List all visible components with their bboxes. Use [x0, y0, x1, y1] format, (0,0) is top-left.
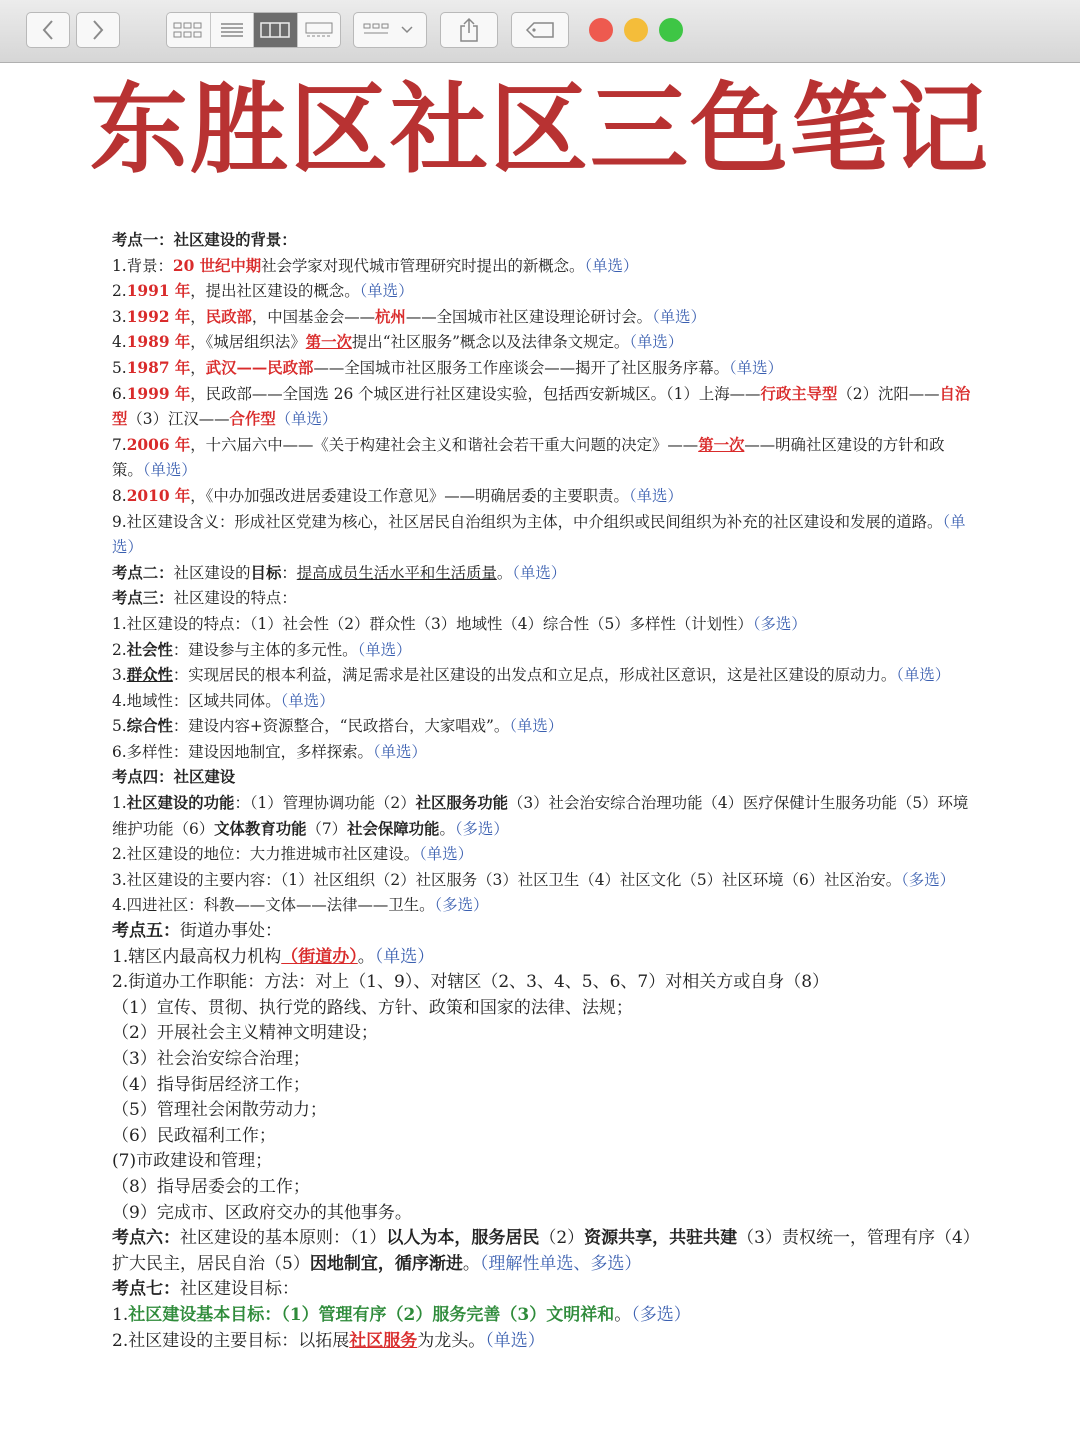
note-text: 4.地域性：区域共同体。: [112, 691, 281, 710]
note-text: 考点一：社区建设的背景：: [112, 231, 297, 249]
note-text: 社区建设基本目标：（1）管理有序（2）服务完善（3）文明祥和: [128, 1304, 615, 1325]
note-text: 1999 年: [126, 384, 191, 403]
note-text: 因地制宜，循序渐进: [309, 1253, 463, 1274]
question-type-tag: （单选）: [629, 333, 684, 352]
note-text: 社区服务功能: [415, 794, 508, 813]
note-text: ，提出社区建设的概念。: [190, 282, 360, 301]
note-line: [112, 1098, 974, 1124]
note-line: [112, 484, 974, 510]
note-text: 1987 年: [126, 358, 191, 377]
note-text: 4.: [112, 333, 127, 352]
question-type-tag: （多选）: [434, 896, 489, 915]
note-text: ，: [190, 307, 206, 326]
note-text: 1989 年: [126, 333, 191, 352]
note-text: ——明确社区建设的方针和政策。: [112, 435, 945, 480]
note-text: ，十六届六中——《关于构建社会主义和谐社会若干重大问题的决定》——: [190, 435, 699, 454]
note-line: [112, 382, 974, 433]
note-text: 提高成员生活水平和生活质量: [296, 563, 497, 582]
note-text: 考点四：社区建设: [112, 768, 236, 787]
note-text: 。: [462, 1253, 480, 1274]
note-text: 20 世纪中期: [172, 256, 262, 275]
note-text: ：实现居民的根本利益，满足需求是社区建设的出发点和立足点，形成社区意识，这是社区建设的原动力。: [172, 666, 897, 685]
note-text: 。: [614, 1304, 632, 1325]
question-type-tag: （单选）: [357, 640, 412, 659]
question-type-tag: （多选）: [901, 870, 955, 889]
question-type-tag: （多选）: [631, 1304, 691, 1325]
note-line: [112, 1226, 974, 1277]
arrange-grid-icon: [362, 21, 418, 39]
note-text: (7)市政建设和管理；: [112, 1151, 273, 1172]
gallery-view-button[interactable]: [298, 13, 341, 47]
note-text: （3）江汉——: [127, 410, 230, 429]
note-text: 2.街道办工作职能：方法：对上（1、9）、对辖区（2、3、4、5、6、7）对相关方或自身（8）: [112, 972, 830, 993]
note-line: [112, 791, 974, 842]
note-line: [112, 714, 974, 740]
note-text: 第一次: [698, 435, 745, 454]
question-type-tag: （单选）: [509, 717, 564, 736]
note-text: 街道办事处：: [180, 921, 282, 942]
question-type-tag: （理解性单选、多选）: [479, 1253, 642, 1274]
question-type-tag: （单选）: [485, 1330, 545, 1351]
window-toolbar: [0, 0, 1080, 63]
gallery-view-icon: [304, 21, 334, 39]
note-line: [112, 638, 974, 664]
note-text: 。: [357, 946, 375, 967]
note-text: ：建设内容+资源整合，“民政搭台，大家唱戏”。: [172, 717, 510, 736]
note-text: 2006 年: [126, 435, 191, 454]
icon-view-icon: [173, 21, 203, 39]
note-text: 社区服务: [349, 1330, 418, 1351]
note-line: [112, 561, 974, 587]
note-line: [112, 1021, 974, 1047]
question-type-tag: （单选）: [729, 358, 783, 377]
note-line: [112, 433, 974, 484]
note-line: [112, 510, 974, 561]
note-text: ：（1）管理协调功能（2）: [234, 794, 416, 813]
question-type-tag: （单选）: [512, 563, 567, 582]
note-text: （街道办）: [281, 946, 358, 967]
document-title: 东胜区社区三色笔记: [89, 73, 990, 187]
note-text: 4.四进社区：科教——文体——法律——卫生。: [112, 896, 435, 915]
note-line: [112, 996, 974, 1022]
note-text: （3）责权统一，管理有序（4）扩大民主，居民自治（5）: [112, 1228, 972, 1274]
note-line: [112, 612, 974, 638]
note-text: 社会性: [126, 640, 173, 659]
note-text: （2）沈阳——: [837, 384, 940, 403]
note-line: [112, 842, 974, 868]
forward-button[interactable]: [76, 12, 120, 48]
note-text: 综合性: [126, 717, 173, 736]
note-text: 考点六：: [112, 1228, 180, 1249]
note-line: [112, 1201, 974, 1227]
note-text: 社区建设的: [173, 563, 251, 582]
question-type-tag: （单选）: [280, 691, 335, 710]
note-text: 1991 年: [126, 282, 191, 301]
note-text: ——全国城市社区服务工作座谈会——揭开了社区服务序幕。: [313, 358, 729, 377]
question-type-tag: （单选）: [584, 256, 639, 275]
note-text: 1.辖区内最高权力机构: [112, 946, 282, 967]
note-text: 3.: [112, 666, 127, 685]
note-line: [112, 893, 974, 919]
note-text: 5.: [112, 358, 127, 377]
note-text: 以人为本，服务居民: [386, 1228, 540, 1249]
note-text: 9.社区建设含义：形成社区党建为核心，社区居民自治组织为主体，中介组织或民间组织为补充的社区建设和发展的道路。: [112, 512, 943, 531]
note-text: 提出“社区服务”概念以及法律条文规定。: [351, 333, 630, 352]
note-text: 7.: [112, 435, 127, 454]
note-text: （8）指导居委会的工作；: [112, 1176, 310, 1197]
note-line: [112, 254, 974, 280]
note-text: 6.多样性：建设因地制宜，多样探索。: [112, 742, 373, 761]
note-text: 1.背景：: [112, 256, 173, 275]
note-text: 考点三：: [112, 589, 174, 608]
note-text: ，民政部——全国选 26 个城区进行社区建设实验，包括西安新城区。（1）上海——: [190, 384, 761, 403]
question-type-tag: （单选）: [142, 461, 197, 480]
note-text: 社会保障功能: [347, 819, 440, 838]
tag-button[interactable]: [511, 12, 569, 48]
note-line: [112, 305, 974, 331]
note-text: 考点七：: [112, 1279, 180, 1300]
note-line: [112, 740, 974, 766]
note-text: 2.社区建设的主要目标：以拓展: [112, 1330, 350, 1351]
note-text: ，《城居组织法》: [190, 333, 306, 352]
zoom-window-button[interactable]: [659, 18, 683, 42]
chevron-right-icon: [91, 19, 105, 41]
note-text: ——全国城市社区建设理论研讨会。: [405, 307, 653, 326]
note-line: [112, 1124, 974, 1150]
note-line: [112, 689, 974, 715]
note-text: 社区建设的特点：: [173, 589, 297, 608]
note-text: 社会学家对现代城市管理研究时提出的新概念。: [261, 256, 585, 275]
note-line: [112, 1149, 974, 1175]
note-text: （5）管理社会闲散劳动力；: [112, 1100, 327, 1121]
note-text: 1992 年: [126, 307, 191, 326]
arrange-dropdown[interactable]: [353, 12, 427, 48]
note-text: ：建设参与主体的多元性。: [172, 640, 358, 659]
note-text: 第一次: [305, 333, 352, 352]
note-text: 2.社区建设的地位：大力推进城市社区建设。: [112, 845, 420, 864]
note-text: （2）: [539, 1228, 585, 1249]
question-type-tag: （单选）: [628, 486, 683, 505]
note-line: [112, 970, 974, 996]
note-text: ，中国基金会——: [251, 307, 376, 326]
note-text: （6）民政福利工作；: [112, 1125, 276, 1146]
note-line: [112, 1175, 974, 1201]
question-type-tag: （单选）: [112, 512, 966, 557]
note-line: [112, 228, 974, 254]
note-text: ，《中办加强改进居委建设工作意见》——明确居委的主要职责。: [190, 486, 629, 505]
note-text: 2.: [112, 282, 127, 301]
note-line: [112, 919, 974, 945]
note-text: 合作型: [229, 410, 276, 429]
note-text: 社区建设的基本原则：（1）: [180, 1228, 387, 1249]
note-text: 。: [496, 563, 513, 582]
view-mode-segmented-control: [166, 12, 341, 48]
note-text: 2.: [112, 640, 127, 659]
note-line: [112, 945, 974, 971]
question-type-tag: （多选）: [454, 819, 509, 838]
note-text: 文体教育功能: [214, 819, 307, 838]
note-text: 考点五：: [112, 921, 180, 942]
back-button[interactable]: [26, 12, 70, 48]
note-text: 。: [439, 819, 455, 838]
note-text: 为龙头。: [417, 1330, 486, 1351]
list-view-icon: [219, 21, 245, 39]
note-text: 6.: [112, 384, 127, 403]
note-text: ，: [190, 358, 206, 377]
note-text: （3）社会治安综合治理；: [112, 1049, 310, 1069]
note-text: 社区建设目标：: [180, 1279, 299, 1300]
question-type-tag: （单选）: [275, 410, 338, 429]
note-line: [112, 1073, 974, 1099]
note-text: 8.: [112, 486, 127, 505]
question-type-tag: （单选）: [652, 307, 706, 326]
tag-icon: [525, 21, 555, 39]
note-text: 群众性: [126, 666, 173, 685]
note-text: 民政部: [205, 307, 252, 326]
share-icon: [458, 17, 480, 43]
note-line: [112, 279, 974, 305]
question-type-tag: （多选）: [752, 614, 807, 633]
note-text: 资源共享，共驻共建: [584, 1228, 738, 1249]
minimize-window-button[interactable]: [624, 18, 648, 42]
note-text: 自治型: [112, 384, 971, 429]
notes-body: [112, 228, 974, 1354]
note-text: 1.: [112, 794, 127, 813]
note-line: [112, 765, 974, 791]
question-type-tag: （单选）: [372, 742, 427, 761]
question-type-tag: （单选）: [419, 845, 473, 864]
question-type-tag: （单选）: [359, 282, 414, 301]
note-line: [112, 1303, 974, 1329]
note-text: 杭州: [375, 307, 406, 326]
note-line: [112, 663, 974, 689]
note-text: 社区建设的功能: [126, 794, 235, 813]
note-line: [112, 330, 974, 356]
question-type-tag: （单选）: [374, 946, 435, 967]
note-text: （3）社会治安综合治理功能（4）医疗保健计生服务功能（5）环境维护功能（6）: [112, 794, 969, 838]
note-line: [112, 868, 974, 894]
note-text: 行政主导型: [760, 384, 838, 403]
list-view-button[interactable]: [211, 13, 255, 47]
note-line: [112, 1329, 974, 1355]
share-button[interactable]: [440, 12, 498, 48]
note-text: （1）宣传、贯彻、执行党的路线、方针、政策和国家的法律、法规；: [112, 997, 633, 1018]
close-window-button[interactable]: [589, 18, 613, 42]
note-text: 5.: [112, 717, 127, 736]
icon-view-button[interactable]: [167, 13, 211, 47]
chevron-left-icon: [41, 19, 55, 41]
note-text: 1.社区建设的特点：（1）社会性（2）群众性（3）地域性（4）综合性（5）多样性（计划性）: [112, 614, 753, 633]
note-text: 1.: [112, 1304, 129, 1325]
column-view-icon: [260, 21, 290, 39]
note-text: 武汉——民政部: [205, 358, 314, 377]
note-text: 2010 年: [126, 486, 191, 505]
column-view-button[interactable]: [254, 13, 298, 47]
note-line: [112, 1047, 974, 1073]
note-text: 考点二：: [112, 563, 174, 582]
question-type-tag: （单选）: [896, 666, 951, 685]
note-line: [112, 1277, 974, 1303]
note-text: （9）完成市、区政府交办的其他事务。: [112, 1202, 412, 1223]
note-text: （7）: [306, 819, 348, 838]
note-text: （2）开展社会主义精神文明建设；: [112, 1023, 378, 1044]
note-line: [112, 586, 974, 612]
note-text: 3.: [112, 307, 127, 326]
note-line: [112, 356, 974, 382]
note-text: ：: [281, 563, 297, 582]
note-text: 目标: [250, 563, 282, 582]
note-text: （4）指导街居经济工作；: [112, 1074, 310, 1095]
note-text: 3.社区建设的主要内容：（1）社区组织（2）社区服务（3）社区卫生（4）社区文化（5）社区环境（6）社区治安。: [112, 870, 902, 889]
